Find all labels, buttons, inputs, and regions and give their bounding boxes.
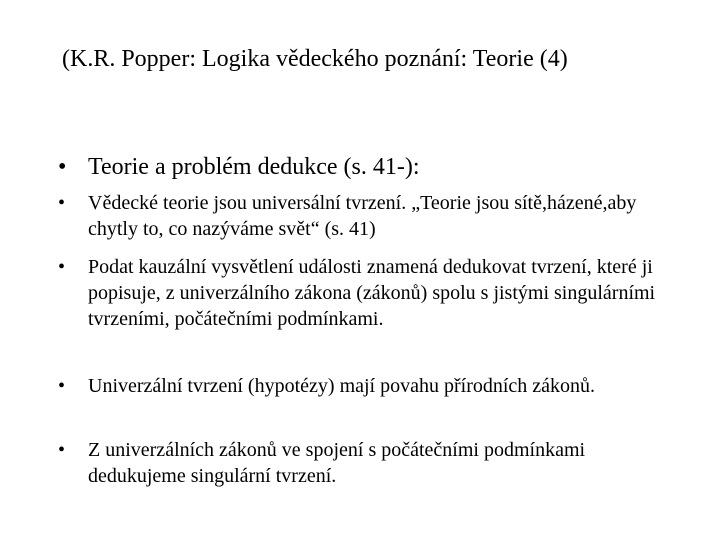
- bullet-text: Podat kauzální vysvětlení události znamená dedukovat tvrzení, které ji popisuje, z univerzálního zákona (zákonů) spolu s jistými singulárními tvrzeními, počátečními podmínkami.: [88, 256, 656, 330]
- bullet-text: Univerzální tvrzení (hypotézy) mají povahu přírodních zákonů.: [88, 375, 596, 397]
- bullet-dot: •: [58, 154, 67, 180]
- bullet-text: Teorie a problém dedukce (s. 41-):: [88, 154, 420, 180]
- bullet-text: Z univerzálních zákonů ve spojení s počátečními podmínkami dedukujeme singulární tvrzení.: [88, 439, 586, 487]
- slide-title: (K.R. Popper: Logika vědeckého poznání: Teorie (4): [62, 46, 568, 72]
- bullet-dot: •: [58, 256, 66, 278]
- bullet-text: Vědecké teorie jsou universální tvrzení. „Teorie jsou sítě,házené,aby chytly to, co nazýváme svět“ (s. 41): [88, 192, 637, 240]
- bullet-dot: •: [58, 192, 66, 214]
- bullet-dot: •: [58, 375, 66, 397]
- bullet-dot: •: [58, 439, 66, 461]
